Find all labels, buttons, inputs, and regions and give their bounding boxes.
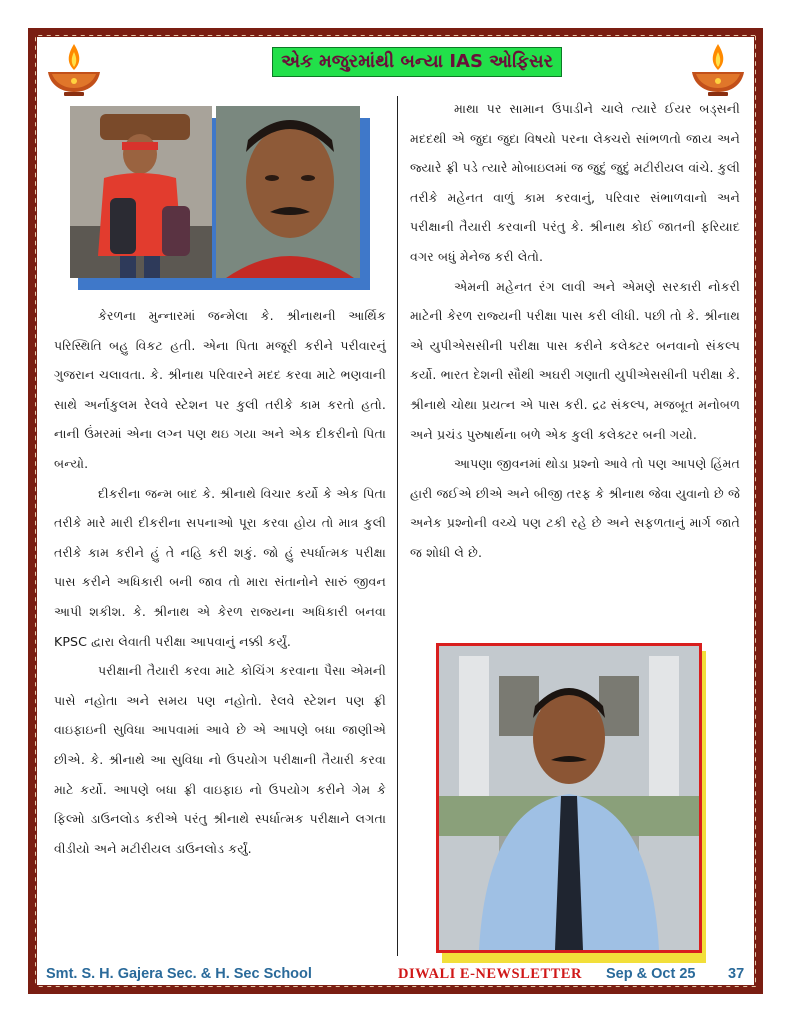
right-column <box>410 94 740 568</box>
footer-newsletter-name: DIWALI E-NEWSLETTER <box>398 966 582 982</box>
paragraph: કેરળના મુન્નારમાં જન્મેલા કે. શ્રીનાથની આર્થિક પરિસ્થિતિ બહુ વિકટ હતી. એના પિતા મજૂરી કરીને પરીવારનું ગુજરાન ચલાવતા. કે. શ્રીનાથ પરિવારને મદદ કરવા માટે ભણવાની સાથે અર્નાકુલમ રેલવે સ્ટેશન પર કુલી તરીકે કામ કરતો હતો. નાની ઉંમરમાં એના લગ્ન પણ થઇ ગયા અને એક દીકરીનો પિતા બન્યો. <box>54 308 386 471</box>
paragraph: પરીક્ષાની તૈયારી કરવા માટે કોચિંગ કરવાના પૈસા એમની પાસે નહોતા અને સમય પણ નહોતો. રેલવે સ્ટેશન પણ ફ્રી વાઇફાઇની સુવિધા આપવામાં આવે છે એ આપણે બધા જાણીએ છીએ. કે. શ્રીનાથે આ સુવિધા નો ઉપયોગ પરીક્ષાની તૈયારી કરવા માટે કર્યો. આપણે બધા ફ્રી વાઇફાઇ નો ઉપયોગ કરીને ગેમ કે ફિલ્મો ડાઉનલોડ કરીએ પરંતુ શ્રીનાથે સ્પર્ધાત્મક પરીક્ષાને લગતા વીડીયો અને મટીરીયલ ડાઉનલોડ કર્યું. <box>54 663 386 856</box>
column-divider <box>397 96 398 956</box>
diya-lamp-icon <box>44 42 104 98</box>
footer-page-number: 37 <box>728 966 745 982</box>
diya-lamp-icon <box>688 42 748 98</box>
paragraph: આપણા જીવનમાં થોડા પ્રશ્નો આવે તો પણ આપણે હિંમત હારી જઈએ છીએ અને બીજી તરફ કે શ્રીનાથ જેવા યુવાનો છે જે અનેક પ્રશ્નોની વચ્ચે પણ ટકી રહે છે અને સફળતાનું માર્ગ જાતે જ શોધી લે છે. <box>410 456 740 560</box>
left-column <box>54 301 386 863</box>
footer-school-name: Smt. S. H. Gajera Sec. & H. Sec School <box>46 966 312 982</box>
porter-photo <box>70 106 212 278</box>
footer-date: Sep & Oct 25 <box>606 966 696 982</box>
page-footer <box>46 966 746 988</box>
portrait-closeup-photo <box>216 106 360 278</box>
officer-portrait-photo <box>436 643 702 953</box>
paragraph: માથા પર સામાન ઉપાડીને ચાલે ત્યારે ઈયર બડ્સની મદદથી એ જુદા જુદા વિષયો પરના લેક્ચરો સાંભળતો જાય અને જ્યારે ફ્રી પડે ત્યારે મોબાઇલમાં જ જુદું જુદું મટીરીયલ વાંચે. કુલી તરીકે મહેનત વાળું કામ કરવાનું, પરિવાર સંભાળવાનો અને પરીક્ષાની તૈયારી કરવાની પરંતુ કે. શ્રીનાથ કોઈ જાતની ફરિયાદ વગર બધું મેનેજ કરી લેતો. <box>410 101 740 264</box>
article-title: એક મજુરમાંથી બન્યા IAS ઓફિસર <box>272 47 562 77</box>
paragraph: દીકરીના જન્મ બાદ કે. શ્રીનાથે વિચાર કર્યો કે એક પિતા તરીકે મારે મારી દીકરીના સપનાઓ પૂરા કરવા હોય તો માત્ર કુલી તરીકે કામ કરીને હું તે નહિ કરી શકું. જો હું સ્પર્ધાત્મક પરીક્ષા પાસ કરીને અધિકારી બની જાવ તો મારા સંતાનોને સારું જીવન આપી શકીશ. કે. શ્રીનાથ એ કેરળ રાજ્યના અધિકારી બનવા KPSC દ્વારા લેવાતી પરીક્ષા આપવાનું નક્કી કર્યું. <box>54 485 386 649</box>
paragraph: એમની મહેનત રંગ લાવી અને એમણે સરકારી નોકરી માટેની કેરળ રાજ્યની પરીક્ષા પાસ કરી લીધી. પછી તો કે. શ્રીનાથ એ યુપીએસસીની પરીક્ષા પાસ કરીને કલેક્ટર બનવાનો સંકલ્પ કર્યો. ભારત દેશની સૌથી અઘરી ગણાતી યુપીએસસીની પરીક્ષા કે. શ્રીનાથે ચોથા પ્રયત્ન એ પાસ કરી. દ્રઢ સંકલ્પ, મજબૂત મનોબળ અને પ્રચંડ પુરુષાર્થના બળે એક કુલી કલેક્ટર બની ગયો. <box>410 278 740 442</box>
